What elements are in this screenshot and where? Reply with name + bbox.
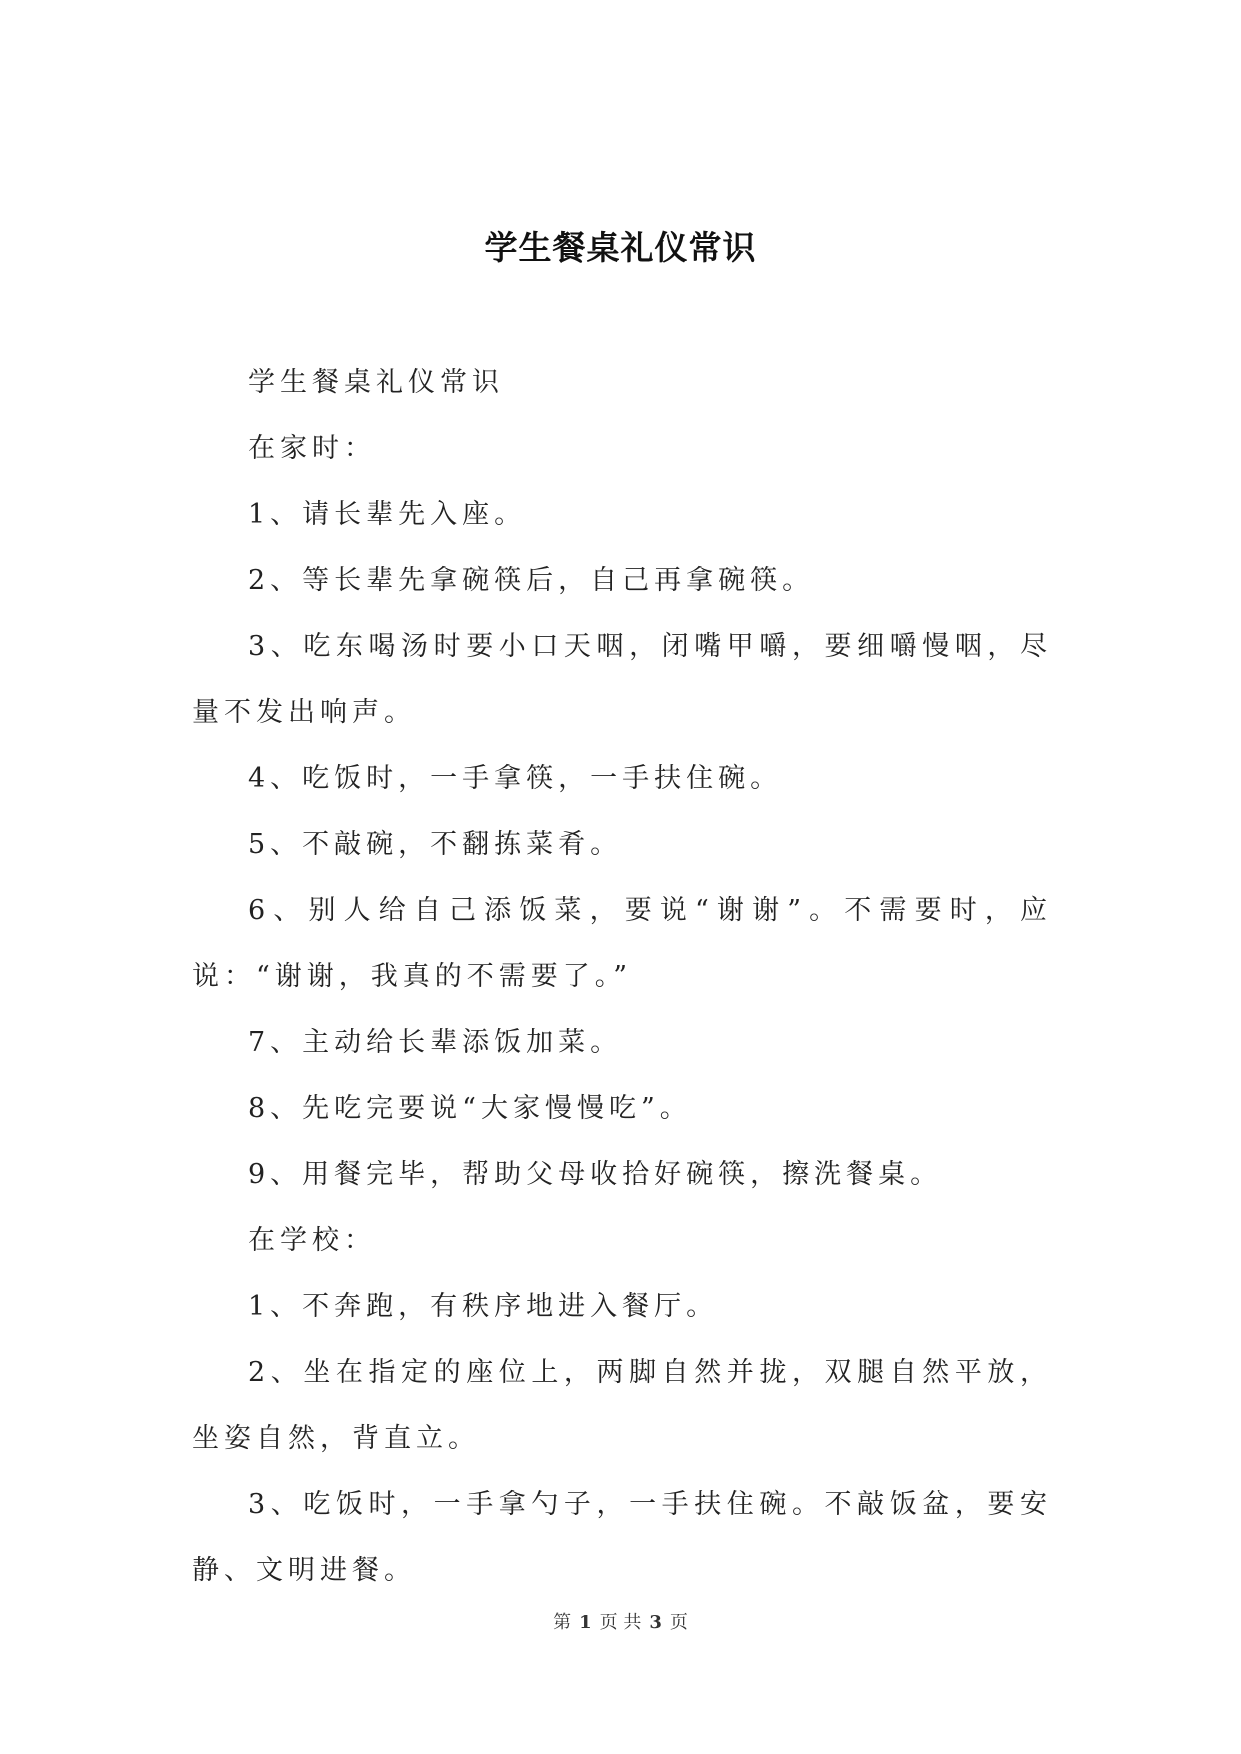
paragraph: 8、先吃完要说“大家慢慢吃”。	[248, 1093, 692, 1124]
paragraph: 5、不敲碗，不翻拣菜肴。	[248, 829, 623, 860]
document-title: 学生餐桌礼仪常识	[484, 228, 757, 267]
paragraph: 学生餐桌礼仪常识	[248, 367, 504, 398]
paragraph: 3、吃饭时，一手拿勺子，一手扶住碗。不敲饭盆，要安静、文明进餐。	[192, 1489, 1052, 1586]
paragraph: 6、别人给自己添饭菜，要说“谢谢”。不需要时，应说：“谢谢，我真的不需要了。”	[192, 895, 1052, 992]
paragraph: 3、吃东喝汤时要小口天咽，闭嘴甲嚼，要细嚼慢咽，尽量不发出响声。	[192, 631, 1052, 728]
page-footer	[0, 1608, 1241, 1634]
page-suffix: 页	[669, 1612, 688, 1633]
paragraph: 9、用餐完毕，帮助父母收拾好碗筷，擦洗餐桌。	[248, 1159, 943, 1190]
total-pages: 3	[649, 1612, 662, 1633]
page-mid: 页 共	[599, 1612, 642, 1633]
paragraph: 1、不奔跑，有秩序地进入餐厅。	[248, 1291, 719, 1322]
paragraph: 在家时：	[248, 433, 376, 464]
page-prefix: 第	[553, 1612, 572, 1633]
paragraph: 4、吃饭时，一手拿筷，一手扶住碗。	[248, 763, 783, 794]
paragraph: 2、等长辈先拿碗筷后，自己再拿碗筷。	[248, 565, 815, 596]
paragraph: 2、坐在指定的座位上，两脚自然并拢，双腿自然平放，坐姿自然，背直立。	[192, 1357, 1052, 1454]
paragraph: 在学校：	[248, 1225, 376, 1256]
page-number: 1	[579, 1612, 592, 1633]
paragraph: 7、主动给长辈添饭加菜。	[248, 1027, 623, 1058]
paragraph: 1、请长辈先入座。	[248, 499, 527, 530]
document-body	[192, 350, 1052, 1604]
